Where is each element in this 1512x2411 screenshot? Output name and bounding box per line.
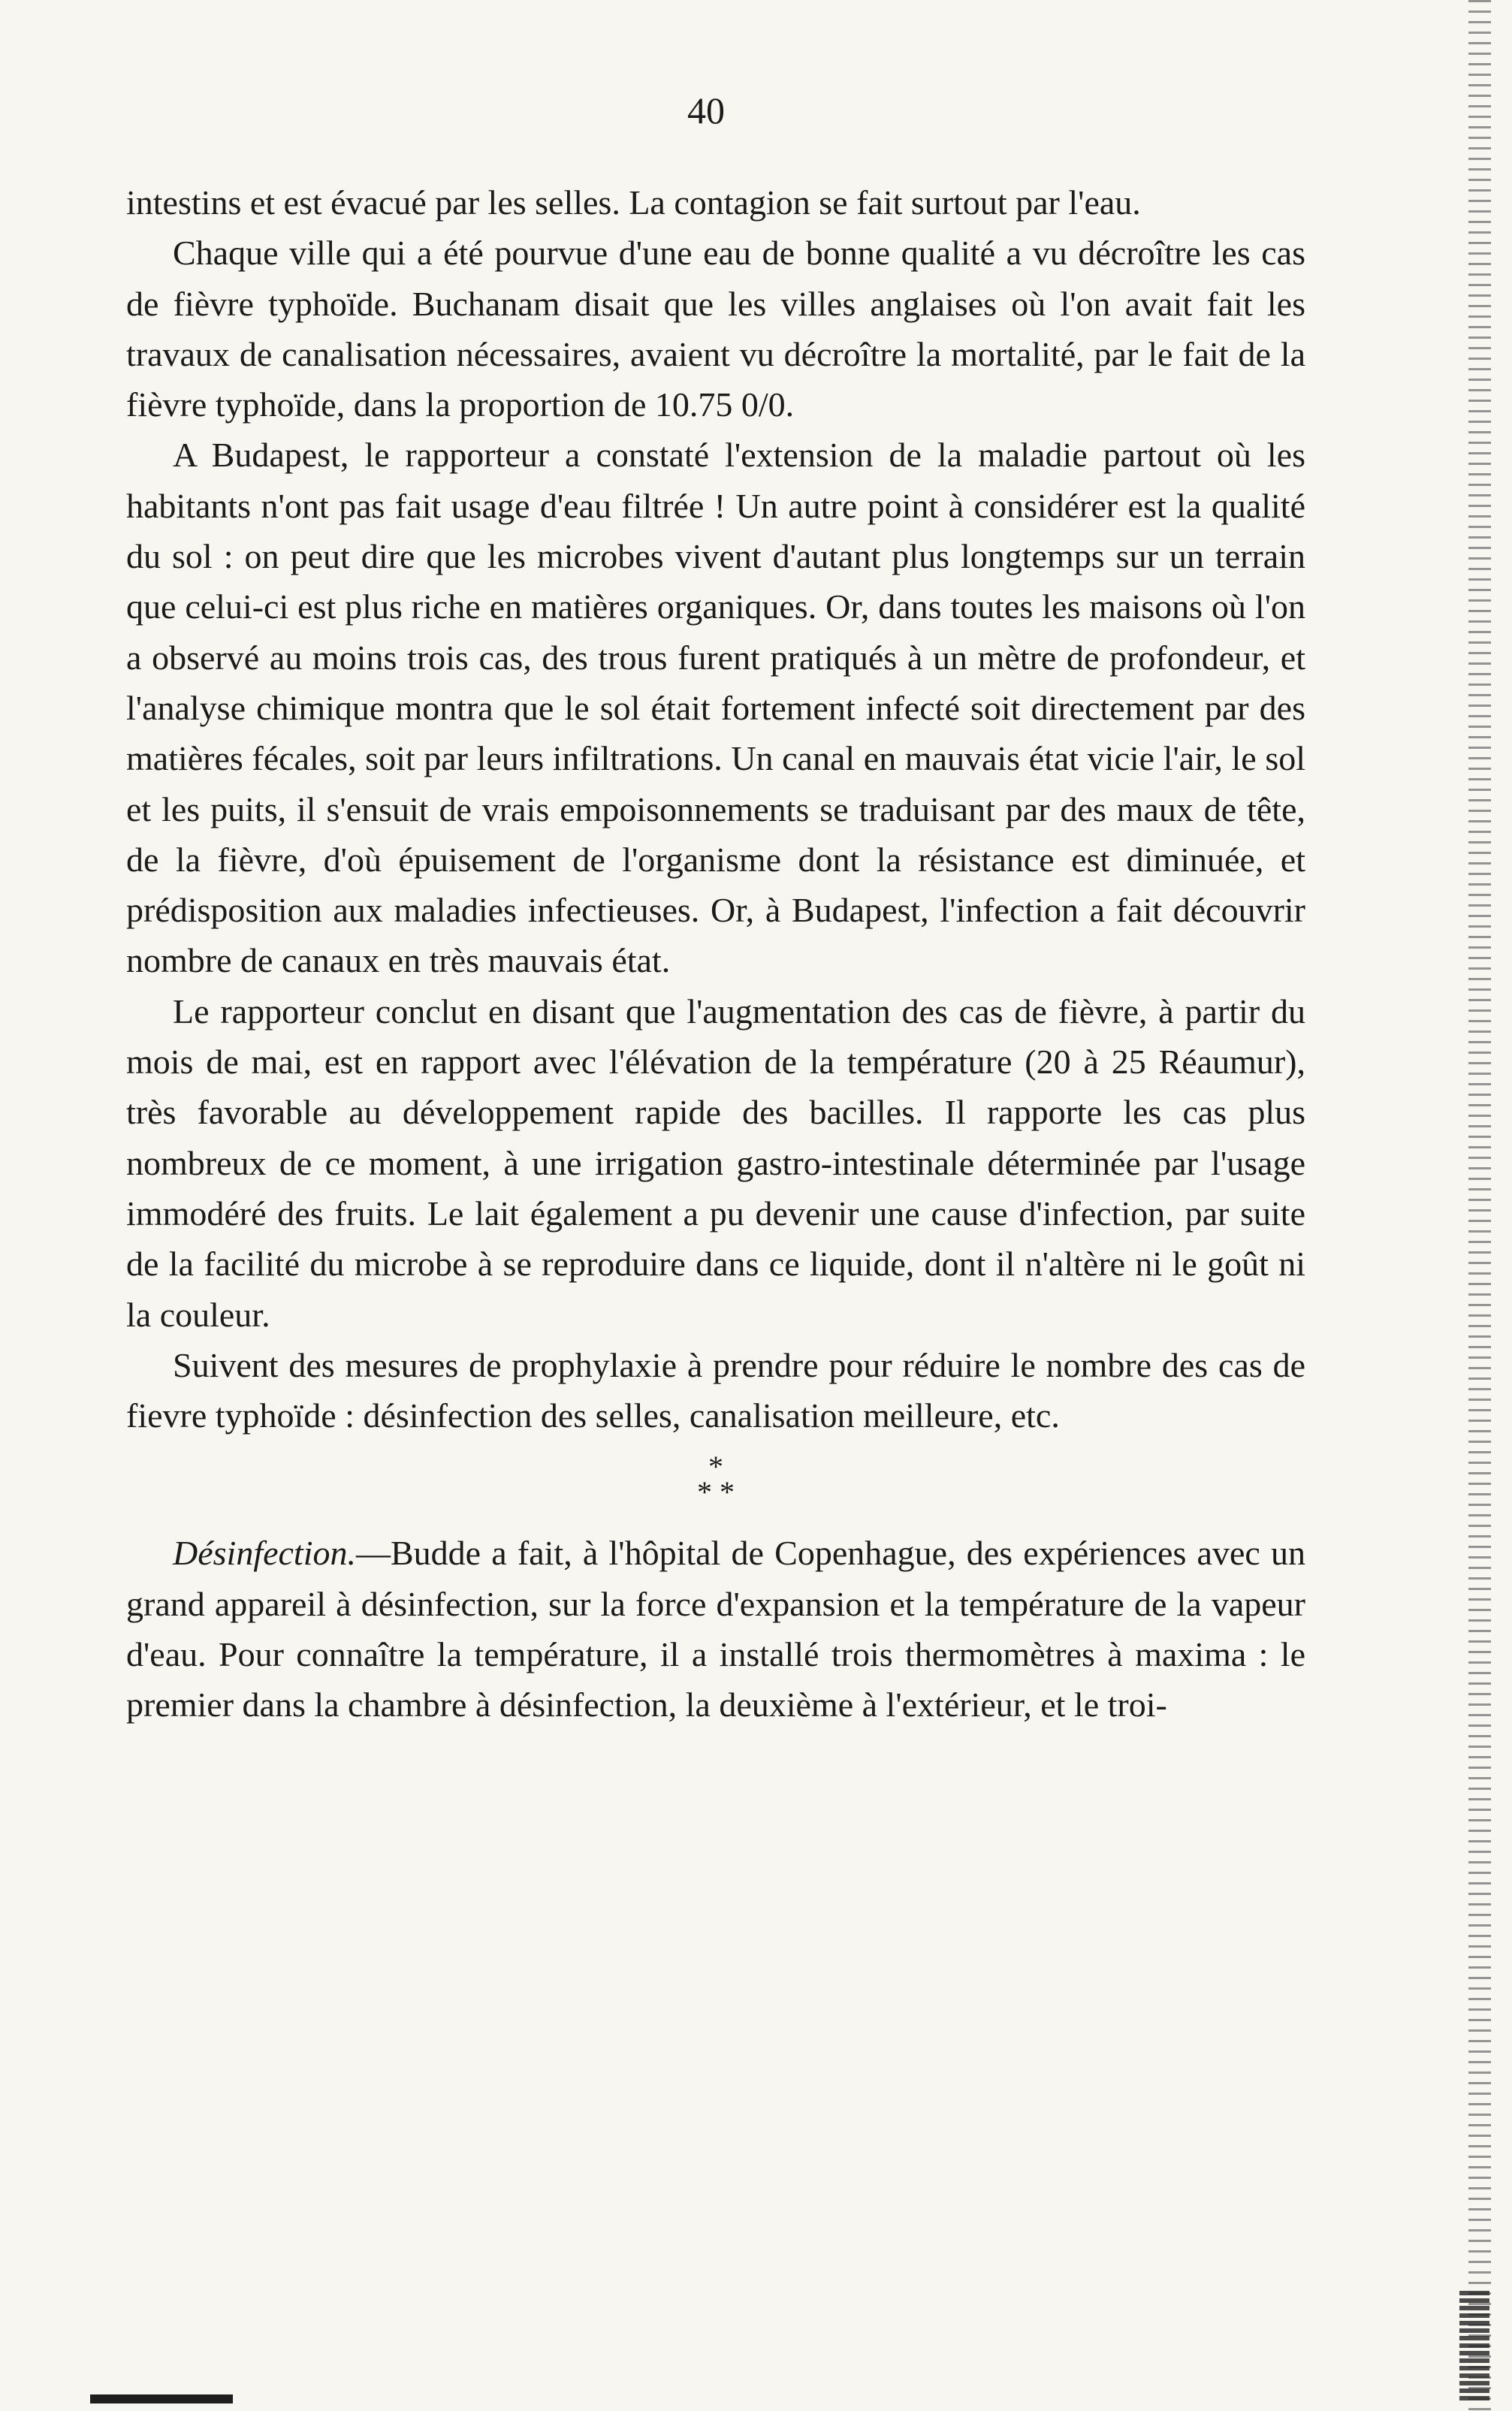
paragraph-4: Le rapporteur conclut en disant que l'augmentation des cas de fièvre, à partir du mois de mai, est en rapport avec l'élévation de la température (20 à 25 Réaumur), très favorable au développement rapide des bacilles. Il rapporte les cas plus nombreux de ce moment, à une irrigation gastro-intestinale déterminée par l'usage immodéré des fruits. Le lait également a pu devenir une cause d'infection, par suite de la facilité du microbe à se reproduire dans ce liquide, dont il n'altère ni le goût ni la couleur. (126, 991, 1305, 1334)
paragraph-1: intestins et est évacué par les selles. La contagion se fait surtout par l'eau. (126, 183, 1141, 222)
page-body (126, 177, 1305, 1731)
section-separator (126, 1450, 1305, 1510)
asterism-bottom: * * (697, 1475, 735, 1510)
page-number: 40 (687, 89, 725, 131)
asterism-top: * (708, 1450, 723, 1484)
section-paragraph (126, 1528, 1305, 1730)
scan-edge-right (1468, 0, 1491, 2411)
section-text: —Budde a fait, à l'hôpital de Copenhague, des expériences avec un grand appareil à désinfection, sur la force d'expansion et la température de la vapeur d'eau. Pour connaître la température, il a installé trois thermomètres à maxima : le premier dans la chambre à désinfection, la deuxième à l'extérieur, et le troi- (126, 1534, 1305, 1725)
paragraph-5: Suivent des mesures de prophylaxie à prendre pour réduire le nombre des cas de fievre typhoïde : désinfection des selles, canalisation meilleure, etc. (126, 1345, 1305, 1435)
paragraph-3: A Budapest, le rapporteur a constaté l'extension de la maladie partout où les habitants n'ont pas fait usage d'eau filtrée ! Un autre point à considérer est la qualité du sol : on peut dire que les microbes vivent d'autant plus longtemps sur un terrain que celui-ci est plus riche en matières organiques. Or, dans toutes les maisons où l'on a observé au moins trois cas, des trous furent pratiqués à un mètre de profondeur, et l'analyse chimique montra que le sol était fortement infecté soit directement par des matières fécales, soit par leurs infiltrations. Un canal en mauvais état vicie l'air, le sol et les puits, il s'ensuit de vrais empoisonnements se traduisant par des maux de tête, de la fièvre, d'où épuisement de l'organisme dont la résistance est diminuée, et prédisposition aux maladies infectieuses. Or, à Budapest, l'infection a fait découvrir nombre de canaux en très mauvais état. (126, 436, 1305, 980)
section-heading: Désinfection. (173, 1534, 356, 1573)
scan-bottom-mark (90, 2394, 233, 2403)
paragraph-2: Chaque ville qui a été pourvue d'une eau de bonne qualité a vu décroître les cas de fièvre typhoïde. Buchanam disait que les villes anglaises où l'on avait fait les travaux de canalisation nécessaires, avaient vu décroître la mortalité, par le fait de la fièvre typhoïde, dans la proportion de 10.75 0/0. (126, 234, 1305, 424)
scan-edge-mark (1459, 2291, 1489, 2403)
